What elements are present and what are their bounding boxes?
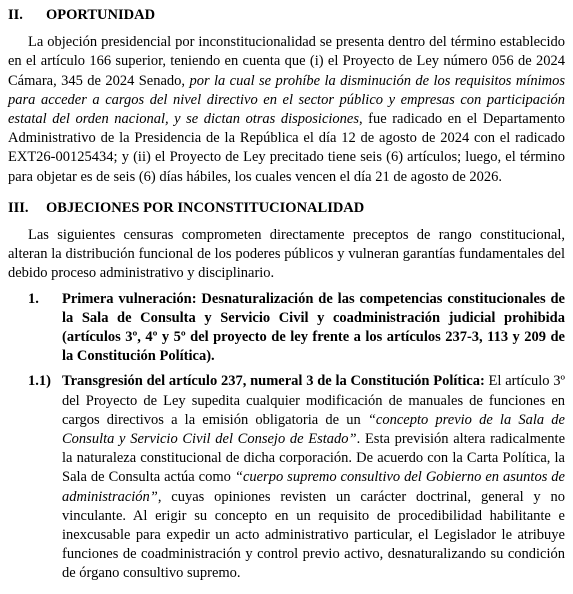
section-number: II. xyxy=(8,7,23,23)
item-heading: Primera vulneración: Desnaturalización de las competencias constitucionales de la Sala de Consulta y Servicio Civil y coadministración judicial prohibida (artículos 3º, 4º y 5º del proyecto de ley frente a los artículos 237-3, 113 y 209 de la Constitución Política). xyxy=(62,290,565,365)
item-number: 1.1) xyxy=(28,373,51,390)
quote-italic: “concepto previo de la Sala de Consulta y Servicio Civil del Consejo de Estado” xyxy=(62,411,565,448)
paragraph-text: , fue radicado en el Departamento Administrativo de la Presidencia de la República el día 12 de agosto de 2024 con el radicado EXT26-00125434; y (ii) el Proyecto de Ley precitado tiene seis (6) artículos; luego, el término para objetar es de seis (6) días hábiles, los cuales vencen el día 21 de agosto de 2026. xyxy=(8,111,565,185)
list-item-primera-vulneracion xyxy=(8,290,565,367)
oportunidad-paragraph xyxy=(8,33,565,187)
item-lead-bold: Transgresión del artículo 237, numeral 3 de la Constitución Política: xyxy=(62,373,485,390)
item-body xyxy=(62,372,565,583)
objeciones-intro-paragraph: Las siguientes censuras comprometen directamente preceptos de rango constitucional, alteran la distribución funcional de los poderes públicos y vulneran garantías fundamentales del debido proceso administrativo y disciplinario. xyxy=(8,227,565,282)
section-heading-objeciones xyxy=(8,199,565,218)
item-text: . Esta previsión altera radicalmente la naturaleza constitucional de dicha corporación. De acuerdo con la Carta Política, la Sala de Consulta actúa como xyxy=(62,431,566,486)
item-number: 1. xyxy=(28,290,39,307)
section-title: OBJECIONES POR INCONSTITUCIONALIDAD xyxy=(46,199,365,216)
paragraph-text: La objeción presidencial por inconstitucionalidad se presenta dentro del término establecido en el artículo 166 superior, teniendo en cuenta que (i) el Proyecto de Ley número 056 de 2024 Cámara, 345 de 2024 Senado, xyxy=(8,34,565,89)
item-text: , cuyas opiniones revisten un carácter doctrinal, general y no vinculante. Al erigir su concepto en un requisito de procedibilidad habilitante e inexcusable para expedir un acto administrativo particular, el Legislador le atribuye funciones de coadministración y control previo activo, desnaturalizando su condición de órgano consultivo supremo. xyxy=(62,488,565,582)
law-title-italic: por la cual se prohíbe la disminución de los requisitos mínimos para acceder a cargos del nivel directivo en el sector público y empresas con participación estatal del orden nacional, y se dictan otras disposiciones xyxy=(8,72,565,128)
section-heading-oportunidad xyxy=(8,6,565,25)
section-title: OPORTUNIDAD xyxy=(46,7,156,23)
item-text: El artículo 3º del Proyecto de Ley supedita cualquier modificación de manuales de funciones en cargos directivos a la emisión obligatoria de un xyxy=(62,373,565,428)
quote-italic: “cuerpo supremo consultivo del Gobierno en asuntos de administración” xyxy=(62,469,565,505)
list-item-transgresion-237 xyxy=(8,372,565,583)
section-number: III. xyxy=(8,199,29,216)
